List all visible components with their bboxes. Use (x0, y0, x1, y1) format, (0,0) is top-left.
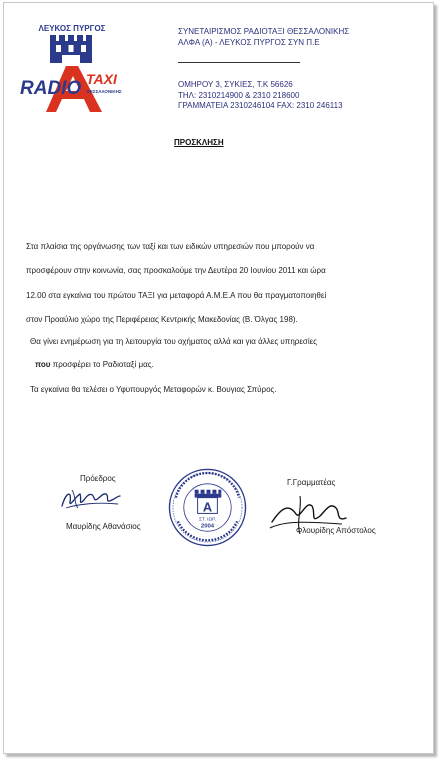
paragraph-1-line-1: Στα πλαίσια της οργάνωσης των ταξί και των ειδικών υπηρεσιών που μπορούν να (26, 242, 315, 251)
secretary-title: Γ.Γραμματέας (287, 478, 336, 487)
logo-taxi-text: TAXI (86, 71, 117, 87)
address-line: ΟΜΗΡΟΥ 3, ΣΥΚΙΕΣ, Τ.Κ 56626 (178, 80, 293, 89)
paragraph-1-line-2: προσφέρουν στην κοινωνία, σας προσκαλούμε την Δευτέρα 20 Ιουνίου 2011 και ώρα (26, 266, 326, 275)
radio-taxi-logo (18, 22, 126, 114)
tower-icon (50, 35, 92, 63)
president-name: Μαυρίδης Αθανάσιος (66, 522, 141, 531)
header-divider (178, 62, 300, 63)
stamp-letter: Α (202, 499, 213, 515)
paragraph-2-line-2-rest: προσφέρει το Ραδιοταξί μας. (50, 360, 154, 369)
official-stamp (168, 468, 247, 547)
president-title: Πρόεδρος (80, 474, 116, 483)
paragraph-3: Τα εγκαίνια θα τελέσει ο Υφυπουργός Μεταφορών κ. Βουγιας Σπύρος. (30, 385, 277, 394)
document-page (3, 2, 434, 754)
secretary-name: Φλουρίδης Απόστολος (296, 526, 376, 535)
paragraph-2-line-1: Θα γίνει ενημέρωση για τη λειτουργία του οχήματος αλλά και για άλλες υπηρεσίες (30, 337, 318, 346)
paragraph-2-bold-word: που (35, 360, 51, 369)
president-signature (58, 482, 124, 514)
document-title: ΠΡΟΣΚΛΗΣΗ (174, 138, 224, 147)
paragraph-1-line-3: 12.00 στα εγκαίνια του πρώτου ΤΑΞΙ για μεταφορά Α.Μ.Ε.Α που θα πραγματοποιηθεί (26, 291, 327, 300)
paragraph-2-line-2 (35, 360, 154, 369)
org-name-line2: ΑΛΦΑ (Α) - ΛΕΥΚΟΣ ΠΥΡΓΟΣ ΣΥΝ Π.Ε (178, 38, 320, 47)
phone-line: ΤΗΛ: 2310214900 & 2310 218600 (178, 90, 300, 100)
paragraph-1-line-4: στον Προαύλιο χώρο της Περιφέρειας Κεντρικής Μακεδονίας (Β. Όλγας 198). (26, 315, 298, 324)
stamp-year: 2004 (200, 523, 215, 530)
logo-radio-text: RADIO (20, 78, 82, 99)
org-name-line1: ΣΥΝΕΤΑΙΡΙΣΜΟΣ ΡΑΔΙΟΤΑΞΙ ΘΕΣΣΑΛΟΝΙΚΗΣ (178, 27, 350, 36)
logo-top-text: ΛΕΥΚΟΣ ΠΥΡΓΟΣ (38, 24, 106, 33)
secretariat-line: ΓΡΑΜΜΑΤΕΙΑ 2310246104 FAX: 2310 246113 (178, 101, 343, 110)
stamp-code: ΣΤ. ΙΩΡ. (198, 517, 217, 523)
logo-city-text: ΘΕΣΣΑΛΟΝΙΚΗΣ (86, 89, 122, 94)
organization-header (178, 26, 423, 48)
contact-block (178, 80, 343, 112)
